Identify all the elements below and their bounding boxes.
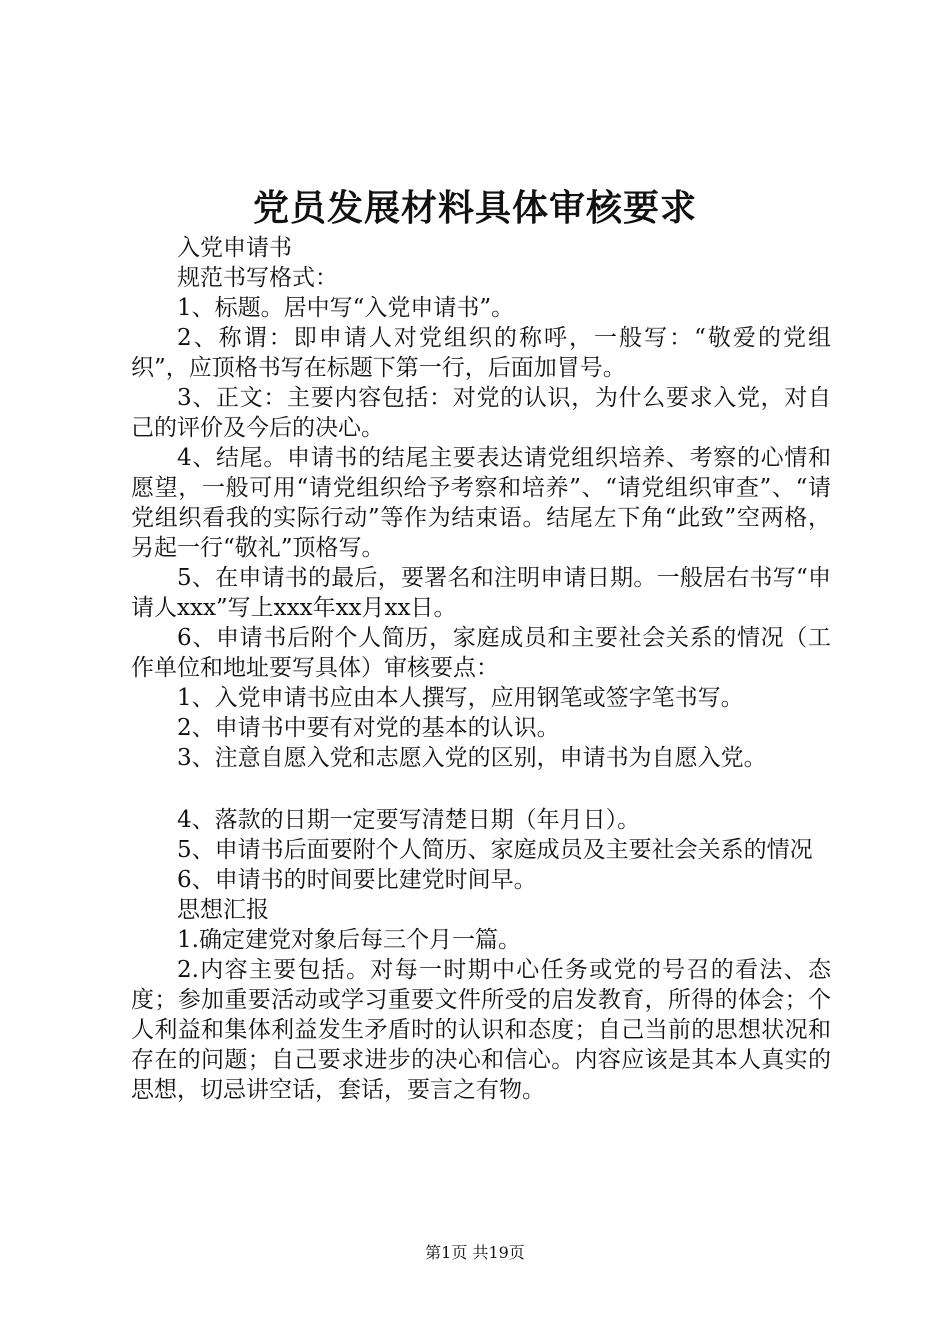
paragraph-heading-thought-report: 思想汇报 [177, 897, 269, 923]
paragraph-format-heading: 规范书写格式： [177, 265, 338, 291]
paragraph-thought-item-1: 1.确定建党对象后每三个月一篇。 [177, 927, 521, 953]
paragraph-review-item-1: 1、入党申请书应由本人撰写，应用钢笔或签字笔书写。 [177, 685, 744, 711]
paragraph-review-item-6: 6、申请书的时间要比建党时间早。 [177, 867, 537, 893]
document-body [131, 233, 831, 1105]
paragraph-format-item-2: 2、称谓：即申请人对党组织的称呼，一般写：“敬爱的党组织”，应顶格书写在标题下第一行，后面加冒号。 [131, 325, 831, 381]
paragraph-review-item-5: 5、申请书后面要附个人简历、家庭成员及主要社会关系的情况 [177, 837, 813, 863]
paragraph-review-item-3: 3、注意自愿入党和志愿入党的区别，申请书为自愿入党。 [177, 745, 767, 771]
paragraph-format-item-6: 6、申请书后附个人简历，家庭成员和主要社会关系的情况（工作单位和地址要写具体）审核要点： [131, 625, 831, 681]
paragraph-format-item-1: 1、标题。居中写“入党申请书”。 [177, 295, 515, 321]
paragraph-heading-application: 入党申请书 [177, 235, 292, 261]
page-footer: 第1页 共19页 [425, 1243, 525, 1262]
document-title: 党员发展材料具体审核要求 [252, 187, 697, 229]
paragraph-review-item-4: 4、落款的日期一定要写清楚日期（年月日）。 [177, 807, 641, 833]
paragraph-review-item-2: 2、申请书中要有对党的基本的认识。 [177, 715, 560, 741]
paragraph-thought-item-2: 2.内容主要包括。对每一时期中心任务或党的号召的看法、态度；参加重要活动或学习重要文件所受的启发教育，所得的体会；个人利益和集体利益发生矛盾时的认识和态度；自己当前的思想状况和存在的问题；自己要求进步的决心和信心。内容应该是其本人真实的思想，切忌讲空话，套话，要言之有物。 [131, 957, 831, 1103]
paragraph-format-item-5: 5、在申请书的最后，要署名和注明申请日期。一般居右书写“申请人xxx”写上xxx年xx月xx日。 [131, 565, 831, 621]
paragraph-format-item-3: 3、正文：主要内容包括：对党的认识，为什么要求入党，对自己的评价及今后的决心。 [131, 385, 831, 441]
paragraph-format-item-4: 4、结尾。申请书的结尾主要表达请党组织培养、考察的心情和愿望，一般可用“请党组织给予考察和培养”、“请党组织审查”、“请党组织看我的实际行动”等作为结束语。结尾左下角“此致”空两格，另起一行“敬礼”顶格写。 [131, 445, 831, 561]
